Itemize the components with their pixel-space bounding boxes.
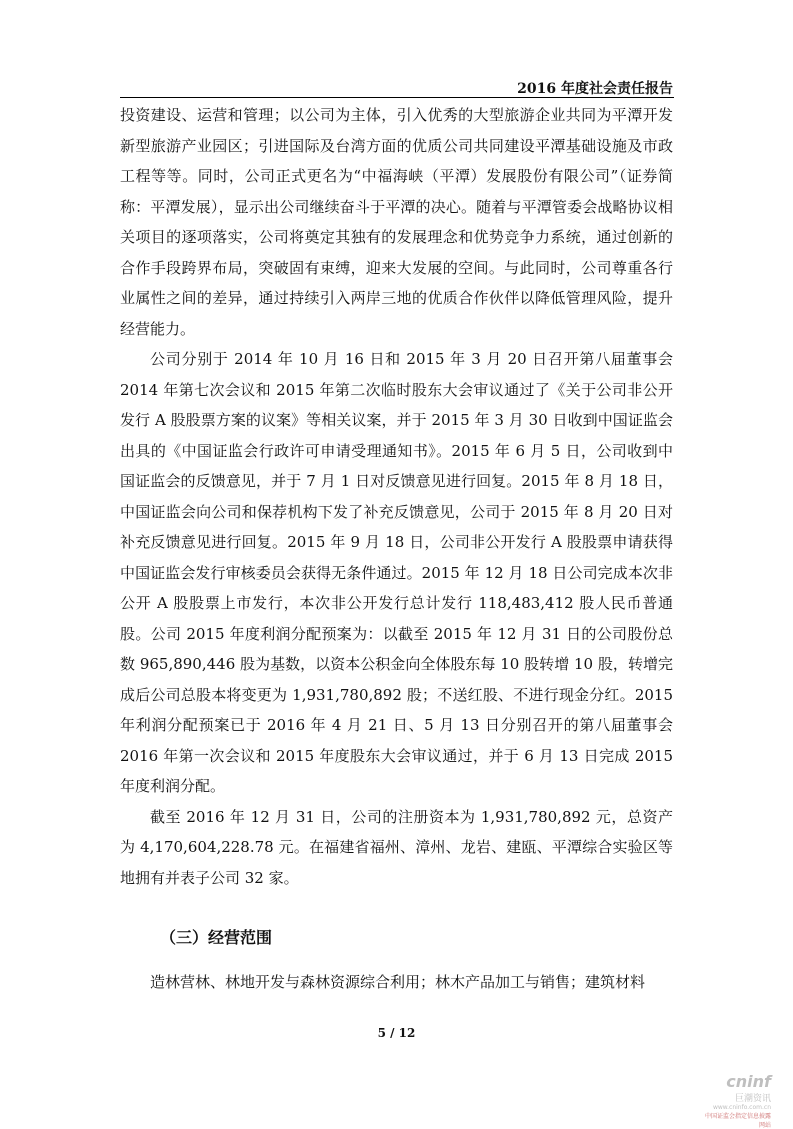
cninfo-tagline: 中国证监会指定信息披露网站 [704,1113,771,1129]
cninfo-logo-text: cninf [726,1072,771,1091]
document-body [120,100,673,998]
body-paragraph-2: 公司分别于 2014 年 10 月 16 日和 2015 年 3 月 20 日召开第八届董事会 2014 年第七次会议和 2015 年第二次临时股东大会审议通过了《关于公司非公开发行 A 股股票方案的议案》等相关议案，并于 2015 年 3 月 30 日收到中国证监会出具的《中国证监会行政许可申请受理通知书》。2015 年 6 月 5 日，公司收到中国证监会的反馈意见，并于 7 月 1 日对反馈意见进行回复。2015 年 8 月 18 日，中国证监会向公司和保荐机构下发了补充反馈意见，公司于 2015 年 8 月 20 日对补充反馈意见进行回复。2015 年 9 月 18 日，公司非公开发行 A 股股票申请获得中国证监会发行审核委员会获得无条件通过。2015 年 12 月 18 日公司完成本次非公开 A 股股票上市发行，本次非公开发行总计发行 118,483,412 股人民币普通股。公司 2015 年度利润分配预案为：以截至 2015 年 12 月 31 日的公司股份总数 965,890,446 股为基数，以资本公积金向全体股东每 10 股转增 10 股，转增完成后公司总股本将变更为 1,931,780,892 股；不送红股、不进行现金分红。2015 年利润分配预案已于 2016 年 4 月 21 日、5 月 13 日分别召开的第八届董事会 2016 年第一次会议和 2015 年度股东大会审议通过，并于 6 月 13 日完成 2015 年度利润分配。 [120,350,673,795]
cninfo-url: www.cninfo.com.cn [712,1104,771,1111]
header-divider [120,97,674,98]
body-paragraph-1: 投资建设、运营和管理；以公司为主体，引入优秀的大型旅游企业共同为平潭开发新型旅游产业园区；引进国际及台湾方面的优质公司共同建设平潭基础设施及市政工程等等。同时，公司正式更名为“中福海峡（平潭）发展股份有限公司”（证券简称：平潭发展），显示出公司继续奋斗于平潭的决心。随着与平潭管委会战略协议相关项目的逐项落实，公司将奠定其独有的发展理念和优势竞争力系统，通过创新的合作手段跨界布局，突破固有束缚，迎来大发展的空间。与此同时，公司尊重各行业属性之间的差异，通过持续引入两岸三地的优质合作伙伴以降低管理风险，提升经营能力。 [120,106,673,338]
body-paragraph-4: 造林营林、林地开发与森林资源综合利用；林木产品加工与销售；建筑材料 [150,973,646,991]
cninfo-name: 巨潮资讯 [734,1094,771,1104]
section-heading-business-scope: （三）经营范围 [160,928,273,947]
body-paragraph-3: 截至 2016 年 12 月 31 日，公司的注册资本为 1,931,780,892 元，总资产为 4,170,604,228.78 元。在福建省福州、漳州、龙岩、建瓯、平潭综合实验区等地拥有并表子公司 32 家。 [120,807,673,887]
report-header-title: 2016 年度社会责任报告 [517,81,673,97]
page-number: 5 / 12 [377,1026,416,1040]
cninfo-watermark [701,1072,771,1129]
